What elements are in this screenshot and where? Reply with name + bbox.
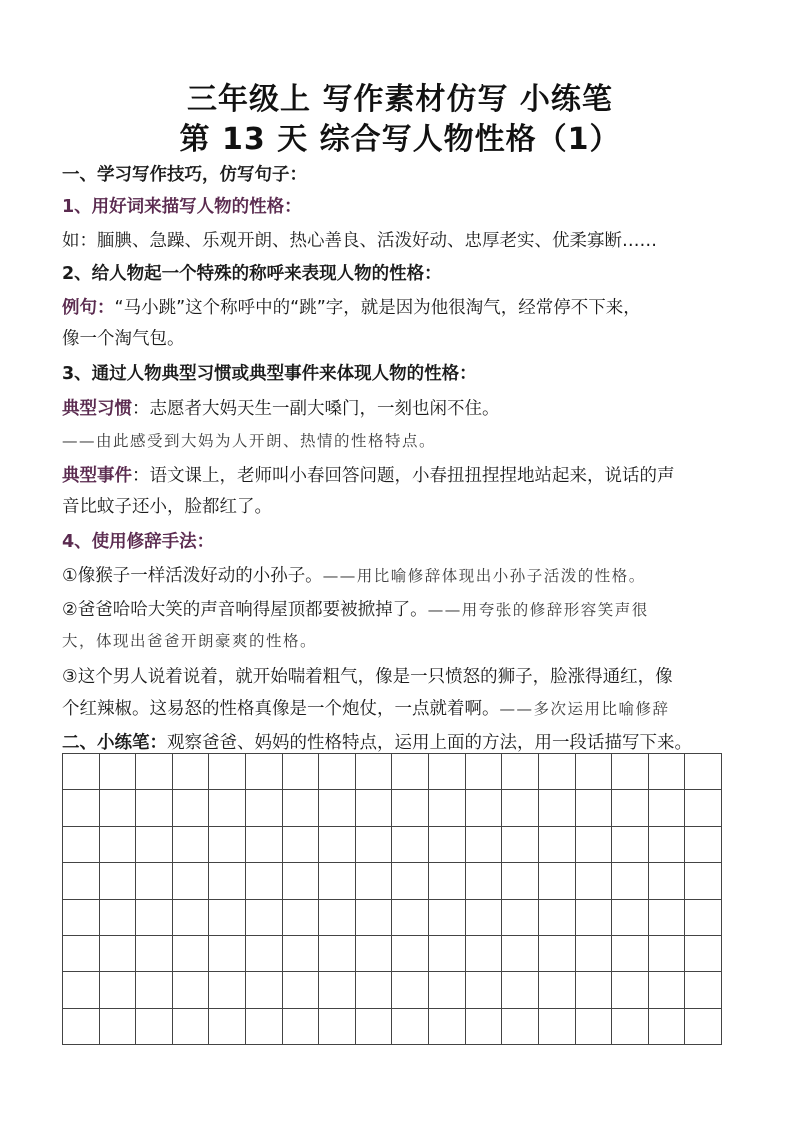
grid-cell[interactable] [100,863,137,899]
grid-cell[interactable] [502,1009,539,1045]
grid-cell[interactable] [173,790,210,826]
grid-cell[interactable] [283,936,320,972]
grid-cell[interactable] [283,754,320,790]
grid-cell[interactable] [576,1009,613,1045]
grid-cell[interactable] [100,900,137,936]
section2-example-line1 [62,296,752,320]
typical-habit [62,397,752,421]
grid-cell[interactable] [63,900,100,936]
grid-cell[interactable] [319,1009,356,1045]
grid-cell[interactable] [539,900,576,936]
grid-cell[interactable] [392,754,429,790]
grid-cell[interactable] [539,754,576,790]
typical-event-line2: 音比蚊子还小，脸都红了。 [62,497,272,517]
grid-cell[interactable] [356,790,393,826]
grid-cell[interactable] [612,900,649,936]
grid-cell[interactable] [466,936,503,972]
grid-cell[interactable] [502,754,539,790]
event-label: 典型事件 [62,466,132,486]
grid-cell[interactable] [209,1009,246,1045]
grid-cell[interactable] [209,936,246,972]
grid-cell[interactable] [100,827,137,863]
grid-cell[interactable] [392,863,429,899]
grid-cell[interactable] [136,900,173,936]
grid-cell[interactable] [136,754,173,790]
habit-text: ：志愿者大妈天生一副大嗓门，一刻也闲不住。 [132,399,500,419]
grid-cell[interactable] [649,863,686,899]
grid-cell[interactable] [246,790,283,826]
grid-cell[interactable] [100,754,137,790]
grid-cell[interactable] [63,827,100,863]
grid-cell[interactable] [173,936,210,972]
grid-cell[interactable] [502,790,539,826]
grid-cell[interactable] [136,936,173,972]
grid-cell[interactable] [283,1009,320,1045]
section1-heading: 1、用好词来描写人物的性格： [62,197,302,217]
grid-cell[interactable] [392,790,429,826]
grid-cell[interactable] [136,972,173,1008]
grid-cell[interactable] [246,827,283,863]
grid-cell[interactable] [576,790,613,826]
grid-cell[interactable] [685,1009,722,1045]
grid-cell[interactable] [136,863,173,899]
grid-cell[interactable] [502,900,539,936]
grid-cell[interactable] [392,936,429,972]
grid-cell[interactable] [539,827,576,863]
typical-event-line1 [62,464,752,488]
grid-cell[interactable] [429,754,466,790]
event-text: ：语文课上，老师叫小春回答问题，小春扭扭捏捏地站起来，说话的声 [132,466,675,486]
example2-text: ②爸爸哈哈大笑的声音响得屋顶都要被掀掉了。 [62,600,428,620]
grid-cell[interactable] [63,936,100,972]
grid-cell[interactable] [466,863,503,899]
grid-cell[interactable] [466,790,503,826]
part2-text: 观察爸爸、妈妈的性格特点，运用上面的方法，用一段话描写下来。 [167,733,692,753]
grid-cell[interactable] [685,972,722,1008]
grid-cell[interactable] [63,972,100,1008]
grid-cell[interactable] [685,754,722,790]
grid-cell[interactable] [283,972,320,1008]
habit-label: 典型习惯 [62,399,132,419]
page-title: 三年级上 写作素材仿写 小练笔 [187,82,613,117]
grid-cell[interactable] [612,1009,649,1045]
grid-cell[interactable] [576,827,613,863]
grid-cell[interactable] [63,790,100,826]
grid-cell[interactable] [319,827,356,863]
grid-cell[interactable] [173,900,210,936]
grid-cell[interactable] [612,754,649,790]
grid-cell[interactable] [502,827,539,863]
rhetoric-example-1 [62,564,752,588]
grid-cell[interactable] [466,827,503,863]
grid-cell[interactable] [246,972,283,1008]
grid-cell[interactable] [209,754,246,790]
grid-cell[interactable] [429,936,466,972]
grid-cell[interactable] [612,863,649,899]
grid-cell[interactable] [173,863,210,899]
grid-cell[interactable] [539,863,576,899]
grid-cell[interactable] [649,972,686,1008]
grid-cell[interactable] [429,863,466,899]
section2-heading: 2、给人物起一个特殊的称呼来表现人物的性格： [62,264,442,284]
grid-cell[interactable] [209,790,246,826]
grid-cell[interactable] [429,900,466,936]
grid-cell[interactable] [576,754,613,790]
part2-label: 二、小练笔： [62,733,167,753]
grid-cell[interactable] [283,790,320,826]
grid-cell[interactable] [649,936,686,972]
grid-cell[interactable] [539,972,576,1008]
grid-cell[interactable] [356,754,393,790]
grid-cell[interactable] [100,972,137,1008]
example1-note: ——用比喻修辞体现出小孙子活泼的性格。 [322,567,646,585]
example3-note: ——多次运用比喻修辞 [499,700,670,718]
grid-cell[interactable] [429,972,466,1008]
grid-cell[interactable] [576,900,613,936]
grid-cell[interactable] [100,936,137,972]
grid-cell[interactable] [283,827,320,863]
grid-cell[interactable] [356,936,393,972]
section1-example: 如：腼腆、急躁、乐观开朗、热心善良、活泼好动、忠厚老实、优柔寡断…… [62,231,657,251]
grid-cell[interactable] [429,790,466,826]
example3-text: 个红辣椒。这易怒的性格真像是一个炮仗，一点就着啊。 [62,699,500,719]
rhetoric-example-3-line2 [62,697,752,721]
grid-cell[interactable] [173,754,210,790]
grid-cell[interactable] [576,972,613,1008]
section2-example-line2: 像一个淘气包。 [62,329,185,349]
example-label: 例句： [62,298,115,318]
grid-cell[interactable] [319,863,356,899]
grid-cell[interactable] [502,863,539,899]
grid-cell[interactable] [649,827,686,863]
rhetoric-example-3-line1: ③这个男人说着说着，就开始喘着粗气，像是一只愤怒的狮子，脸涨得通红，像 [62,667,673,687]
grid-cell[interactable] [612,790,649,826]
grid-cell[interactable] [685,900,722,936]
grid-cell[interactable] [209,900,246,936]
grid-cell[interactable] [173,972,210,1008]
grid-cell[interactable] [502,972,539,1008]
grid-cell[interactable] [246,1009,283,1045]
grid-cell[interactable] [356,863,393,899]
grid-cell[interactable] [392,972,429,1008]
grid-cell[interactable] [319,790,356,826]
grid-cell[interactable] [319,754,356,790]
grid-cell[interactable] [100,790,137,826]
grid-cell[interactable] [209,972,246,1008]
grid-cell[interactable] [63,754,100,790]
grid-cell[interactable] [576,936,613,972]
grid-cell[interactable] [685,863,722,899]
grid-cell[interactable] [429,827,466,863]
grid-cell[interactable] [356,1009,393,1045]
part1-heading: 一、学习写作技巧，仿写句子： [62,165,307,185]
grid-cell[interactable] [356,900,393,936]
example1-text: ①像猴子一样活泼好动的小孙子。 [62,566,323,586]
grid-cell[interactable] [173,1009,210,1045]
section4-heading: 4、使用修辞手法： [62,532,215,552]
grid-cell[interactable] [502,936,539,972]
grid-cell[interactable] [466,900,503,936]
grid-cell[interactable] [100,1009,137,1045]
grid-cell[interactable] [319,900,356,936]
example-text: “马小跳”这个称呼中的“跳”字，就是因为他很淘气，经常停不下来， [114,298,641,318]
grid-cell[interactable] [685,936,722,972]
grid-cell[interactable] [246,936,283,972]
grid-cell[interactable] [539,1009,576,1045]
grid-cell[interactable] [392,900,429,936]
grid-cell[interactable] [649,900,686,936]
grid-cell[interactable] [685,790,722,826]
grid-cell[interactable] [392,1009,429,1045]
rhetoric-example-2-note-cont: 大，体现出爸爸开朗豪爽的性格。 [62,632,318,650]
section3-heading: 3、通过人物典型习惯或典型事件来体现人物的性格： [62,364,477,384]
rhetoric-example-2 [62,598,752,622]
grid-cell[interactable] [612,972,649,1008]
grid-cell[interactable] [576,863,613,899]
grid-cell[interactable] [63,1009,100,1045]
grid-cell[interactable] [319,936,356,972]
grid-cell[interactable] [63,863,100,899]
grid-cell[interactable] [649,790,686,826]
part2-instruction [62,731,752,755]
grid-cell[interactable] [246,754,283,790]
grid-cell[interactable] [136,790,173,826]
grid-cell[interactable] [283,863,320,899]
grid-cell[interactable] [612,827,649,863]
grid-cell[interactable] [649,754,686,790]
grid-cell[interactable] [392,827,429,863]
grid-cell[interactable] [466,754,503,790]
grid-cell[interactable] [283,900,320,936]
grid-cell[interactable] [612,936,649,972]
grid-cell[interactable] [429,1009,466,1045]
grid-cell[interactable] [209,863,246,899]
grid-cell[interactable] [136,827,173,863]
page-subtitle: 第 13 天 综合写人物性格（1） [179,122,621,157]
grid-cell[interactable] [356,972,393,1008]
grid-cell[interactable] [649,1009,686,1045]
grid-cell[interactable] [209,827,246,863]
grid-cell[interactable] [136,1009,173,1045]
grid-cell[interactable] [319,972,356,1008]
writing-grid[interactable] [62,753,722,1045]
habit-note: ——由此感受到大妈为人开朗、热情的性格特点。 [62,432,437,450]
grid-cell[interactable] [539,790,576,826]
grid-cell[interactable] [173,827,210,863]
grid-cell[interactable] [539,936,576,972]
grid-cell[interactable] [466,972,503,1008]
grid-cell[interactable] [466,1009,503,1045]
grid-cell[interactable] [246,900,283,936]
example2-note: ——用夸张的修辞形容笑声很 [427,601,649,619]
grid-cell[interactable] [246,863,283,899]
grid-cell[interactable] [356,827,393,863]
grid-cell[interactable] [685,827,722,863]
